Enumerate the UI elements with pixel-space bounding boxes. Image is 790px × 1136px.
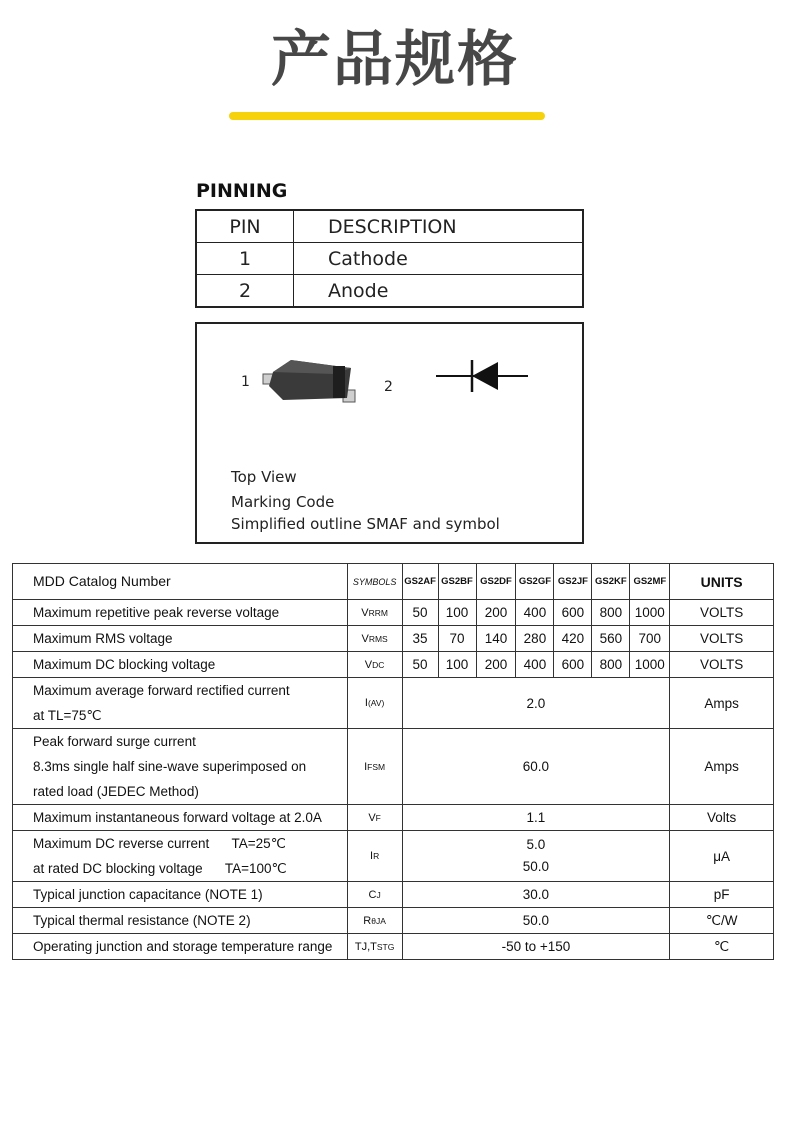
value-cell: 1.1 [402, 805, 670, 831]
value-cell: 800 [592, 652, 630, 678]
unit-cell: VOLTS [670, 626, 774, 652]
unit-cell: ℃ [670, 934, 774, 960]
parameter-symbol: VRMS [347, 626, 402, 652]
value-cell: 700 [630, 626, 670, 652]
value-cell: 560 [592, 626, 630, 652]
value-cell: 600 [554, 600, 592, 626]
unit-cell: pF [670, 882, 774, 908]
pinning-table [195, 209, 584, 308]
value-cell: 2.0 [402, 678, 670, 729]
pin-number: 1 [196, 243, 294, 275]
value-cell: 200 [476, 652, 516, 678]
value-cell: 50 [402, 600, 438, 626]
value-cell: 800 [592, 600, 630, 626]
pinning-heading: PINNING [196, 180, 288, 202]
table-row [13, 908, 774, 934]
catalog-number-header: MDD Catalog Number [13, 564, 348, 600]
pin1-label: 1 [241, 374, 250, 390]
pin-number: 2 [196, 275, 294, 308]
title-underline [229, 112, 545, 120]
table-row [13, 729, 774, 805]
value-cell: 1000 [630, 600, 670, 626]
parameter-symbol: IR [347, 831, 402, 882]
diode-symbol-icon [434, 356, 530, 396]
smaf-package-icon [261, 354, 357, 410]
value-cell: 420 [554, 626, 592, 652]
unit-cell: VOLTS [670, 600, 774, 626]
parameter-symbol: RθJA [347, 908, 402, 934]
table-row [196, 275, 583, 308]
table-row [13, 934, 774, 960]
table-header-row [13, 564, 774, 600]
value-cell: 60.0 [402, 729, 670, 805]
parameter-symbol: CJ [347, 882, 402, 908]
model-header: GS2DF [476, 564, 516, 600]
value-cell: 1000 [630, 652, 670, 678]
table-row [13, 600, 774, 626]
unit-cell: μA [670, 831, 774, 882]
value-cell: 400 [516, 652, 554, 678]
parameter-name: Maximum DC reverse current TA=25℃ at rated DC blocking voltage TA=100℃ [13, 831, 348, 882]
unit-cell: VOLTS [670, 652, 774, 678]
value-cell: 50.0 [402, 908, 670, 934]
model-header: GS2MF [630, 564, 670, 600]
value-cell: 280 [516, 626, 554, 652]
table-row [13, 882, 774, 908]
model-header: GS2BF [438, 564, 476, 600]
table-row [13, 652, 774, 678]
unit-cell: Volts [670, 805, 774, 831]
parameter-name: Operating junction and storage temperature range [13, 934, 348, 960]
value-cell: 400 [516, 600, 554, 626]
pin-description: Cathode [294, 243, 584, 275]
model-header: GS2GF [516, 564, 554, 600]
value-cell: 35 [402, 626, 438, 652]
table-row [13, 678, 774, 729]
unit-cell: ℃/W [670, 908, 774, 934]
table-row [13, 805, 774, 831]
pin-description: Anode [294, 275, 584, 308]
caption-marking-code: Marking Code [231, 493, 335, 511]
parameter-symbol: VRRM [347, 600, 402, 626]
parameter-symbol: VF [347, 805, 402, 831]
value-cell: 70 [438, 626, 476, 652]
table-row [13, 831, 774, 882]
value-cell: -50 to +150 [402, 934, 670, 960]
column-header: PIN [196, 210, 294, 243]
value-cell: 50 [402, 652, 438, 678]
parameter-name: Peak forward surge current 8.3ms single half sine-wave superimposed on rated load (JEDEC Method) [13, 729, 348, 805]
column-header: DESCRIPTION [294, 210, 584, 243]
parameter-symbol: VDC [347, 652, 402, 678]
value-cell: 600 [554, 652, 592, 678]
parameter-name: Maximum instantaneous forward voltage at 2.0A [13, 805, 348, 831]
parameter-name: Typical junction capacitance (NOTE 1) [13, 882, 348, 908]
value-cell: 5.0 50.0 [402, 831, 670, 882]
caption-outline: Simplified outline SMAF and symbol [231, 515, 500, 533]
pin2-label: 2 [384, 379, 393, 395]
unit-cell: Amps [670, 678, 774, 729]
value-cell: 200 [476, 600, 516, 626]
symbols-header: SYMBOLS [347, 564, 402, 600]
parameter-name: Maximum DC blocking voltage [13, 652, 348, 678]
value-cell: 140 [476, 626, 516, 652]
value-cell: 30.0 [402, 882, 670, 908]
parameter-symbol: I(AV) [347, 678, 402, 729]
unit-cell: Amps [670, 729, 774, 805]
value-cell: 100 [438, 652, 476, 678]
specifications-table [12, 563, 774, 960]
model-header: GS2KF [592, 564, 630, 600]
parameter-symbol: TJ,TSTG [347, 934, 402, 960]
parameter-name: Maximum repetitive peak reverse voltage [13, 600, 348, 626]
parameter-symbol: IFSM [347, 729, 402, 805]
parameter-name: Maximum average forward rectified current at TL=75℃ [13, 678, 348, 729]
parameter-name: Maximum RMS voltage [13, 626, 348, 652]
parameter-name: Typical thermal resistance (NOTE 2) [13, 908, 348, 934]
table-row [13, 626, 774, 652]
model-header: GS2AF [402, 564, 438, 600]
model-header: GS2JF [554, 564, 592, 600]
units-header: UNITS [670, 564, 774, 600]
page-title: 产品规格 [271, 25, 519, 95]
value-cell: 100 [438, 600, 476, 626]
caption-top-view: Top View [231, 468, 297, 486]
table-row [196, 210, 583, 243]
table-row [196, 243, 583, 275]
package-outline-box [195, 322, 584, 544]
